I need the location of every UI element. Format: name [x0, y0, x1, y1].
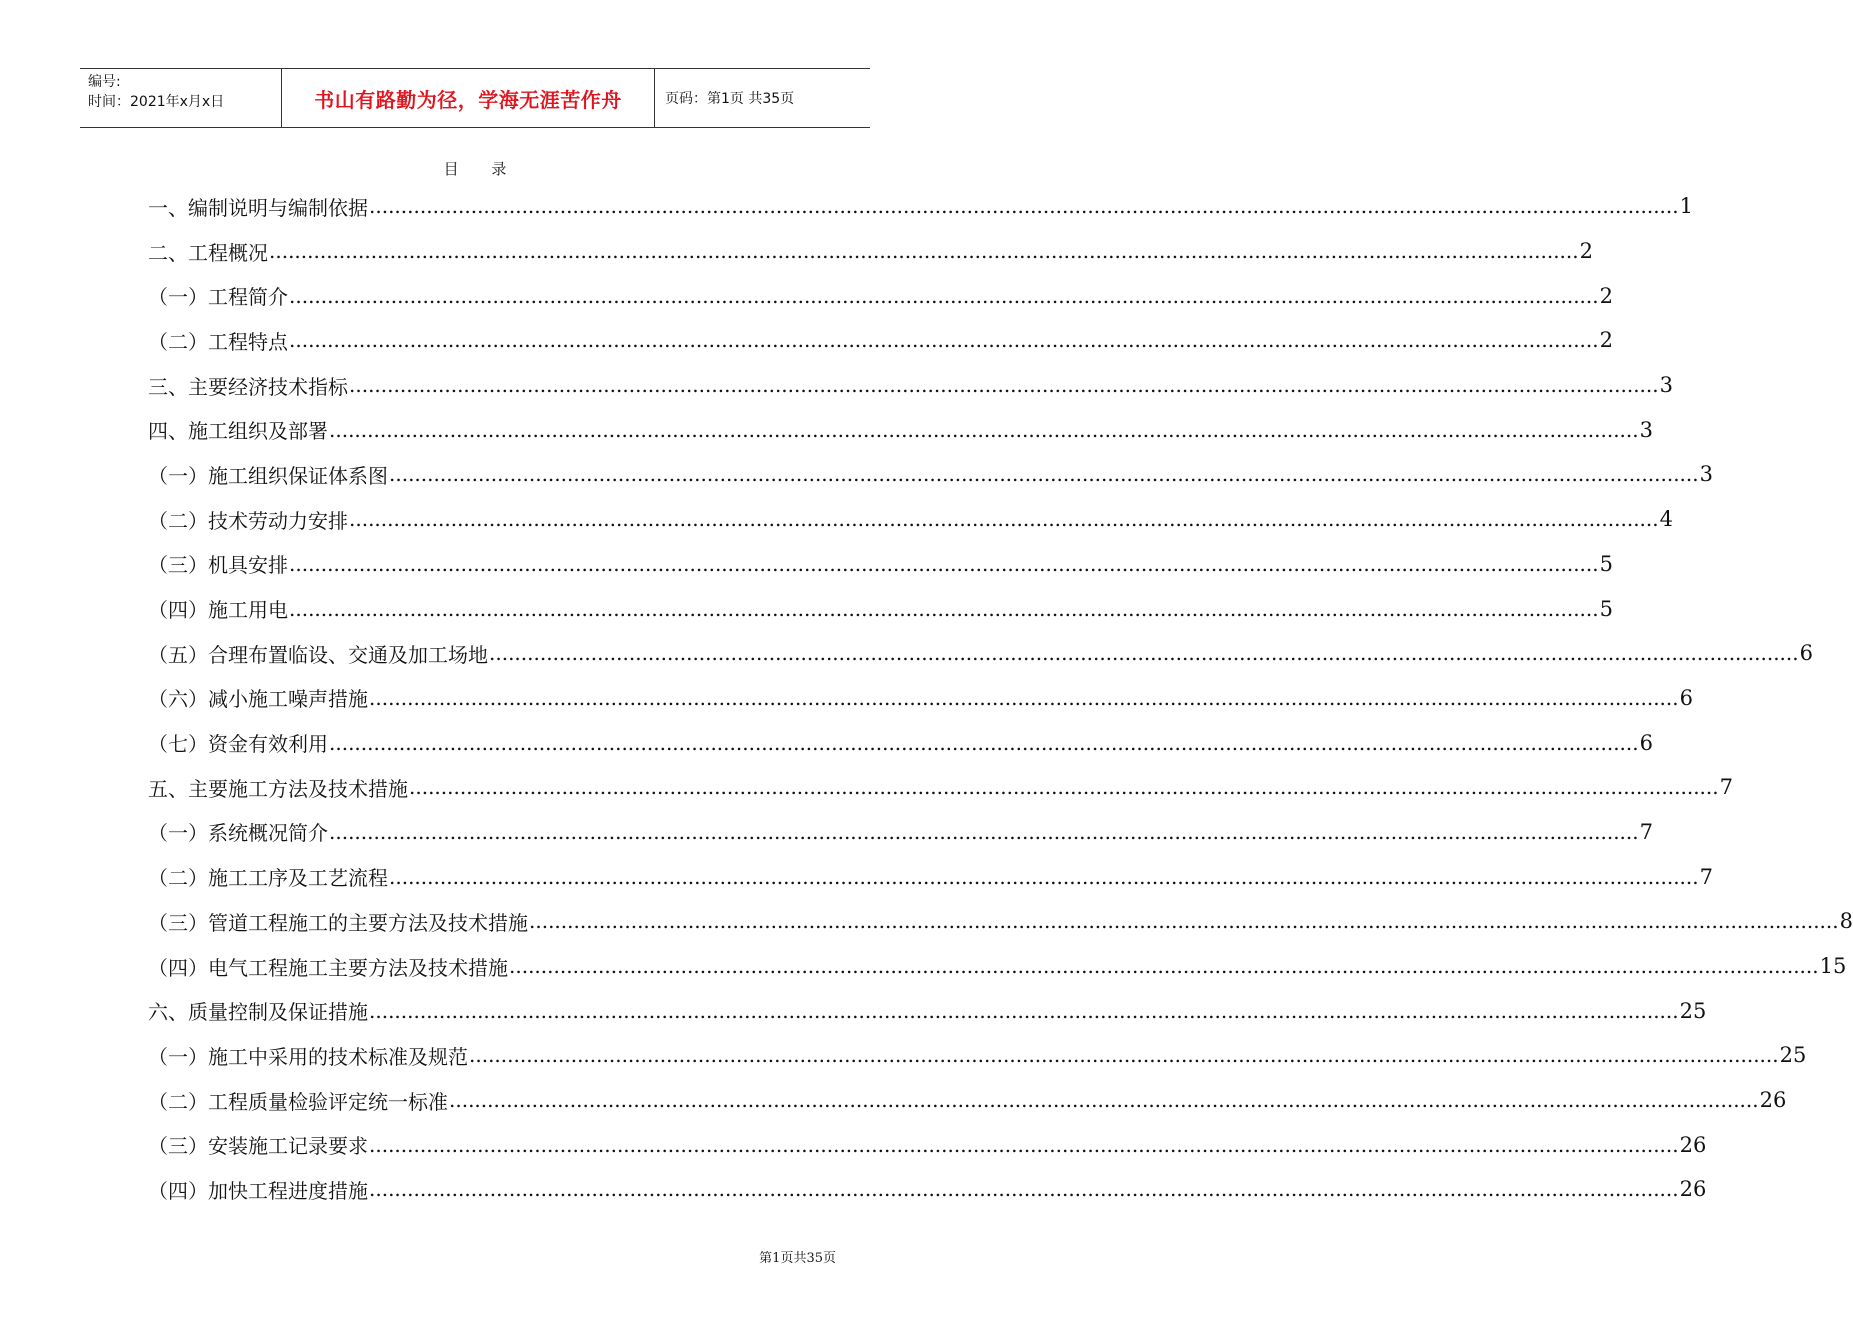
toc-entry[interactable] — [148, 363, 1674, 408]
page-header — [80, 68, 870, 128]
toc-entry-page: 8 — [1839, 909, 1853, 934]
toc-entry-label: （三）安装施工记录要求 — [148, 1134, 368, 1159]
toc-entry-page: 4 — [1659, 507, 1674, 532]
toc-entry-page: 7 — [1699, 864, 1714, 889]
toc-entry-label: （三）机具安排 — [148, 553, 288, 578]
toc-leader-dots: .............................................................................................................................................................................................................. — [369, 1132, 1679, 1157]
toc-leader-dots: .............................................................................................................................................................................................................. — [409, 775, 1719, 800]
toc-leader-dots: .............................................................................................................................................................................................................. — [369, 194, 1679, 219]
toc-entry-page: 3 — [1659, 373, 1674, 398]
toc-entry-label: 四、施工组织及部署 — [148, 419, 328, 444]
toc-leader-dots: .............................................................................................................................................................................................................. — [289, 328, 1599, 353]
toc-entry[interactable] — [148, 318, 1614, 363]
toc-leader-dots: .............................................................................................................................................................................................................. — [369, 1177, 1679, 1202]
toc-leader-dots: .............................................................................................................................................................................................................. — [349, 507, 1659, 532]
toc-leader-dots: .............................................................................................................................................................................................................. — [389, 864, 1699, 889]
toc-entry-label: （一）施工组织保证体系图 — [148, 463, 388, 488]
toc-entry-page: 7 — [1719, 775, 1734, 800]
toc-leader-dots: .............................................................................................................................................................................................................. — [329, 730, 1639, 755]
toc-entry-page: 3 — [1639, 417, 1654, 442]
toc-entry[interactable] — [148, 542, 1614, 587]
toc-entry-page: 7 — [1639, 819, 1654, 844]
toc-leader-dots: .............................................................................................................................................................................................................. — [529, 909, 1839, 934]
toc-entry-page: 3 — [1699, 462, 1714, 487]
toc-entry[interactable] — [148, 273, 1614, 318]
toc-entry-label: （六）减小施工噪声措施 — [148, 687, 368, 712]
toc-title: 目 录 — [443, 160, 521, 178]
toc-leader-dots: .............................................................................................................................................................................................................. — [329, 819, 1639, 844]
toc-entry[interactable] — [148, 676, 1694, 721]
toc-entry[interactable] — [148, 497, 1674, 542]
toc-entry[interactable] — [148, 1122, 1707, 1167]
toc-entry-label: 六、质量控制及保证措施 — [148, 1000, 368, 1025]
table-of-contents — [148, 184, 1853, 1212]
toc-entry-page: 26 — [1679, 1132, 1707, 1157]
toc-leader-dots: .............................................................................................................................................................................................................. — [369, 685, 1679, 710]
toc-entry[interactable] — [148, 452, 1714, 497]
page-footer: 第1页共35页 — [759, 1251, 836, 1266]
toc-entry[interactable] — [148, 407, 1654, 452]
toc-entry-page: 6 — [1639, 730, 1654, 755]
toc-leader-dots: .............................................................................................................................................................................................................. — [289, 551, 1599, 576]
toc-leader-dots: .............................................................................................................................................................................................................. — [329, 417, 1639, 442]
toc-entry-label: （一）施工中采用的技术标准及规范 — [148, 1044, 468, 1069]
document-time-label: 时间：2021年x月x日 — [88, 94, 225, 110]
toc-entry-page: 26 — [1679, 1177, 1707, 1202]
toc-entry[interactable] — [148, 899, 1853, 944]
toc-entry-page: 5 — [1599, 551, 1614, 576]
toc-entry-page: 2 — [1599, 283, 1614, 308]
toc-entry[interactable] — [148, 1078, 1787, 1123]
toc-entry[interactable] — [148, 1033, 1807, 1078]
toc-entry-page: 2 — [1599, 328, 1614, 353]
toc-entry-page: 25 — [1779, 1043, 1807, 1068]
toc-entry[interactable] — [148, 586, 1614, 631]
toc-entry-label: （一）系统概况简介 — [148, 821, 328, 846]
toc-entry[interactable] — [148, 184, 1694, 229]
toc-entry-label: （七）资金有效利用 — [148, 732, 328, 757]
toc-entry-label: （四）施工用电 — [148, 598, 288, 623]
toc-entry[interactable] — [148, 854, 1714, 899]
toc-entry-label: （四）加快工程进度措施 — [148, 1178, 368, 1203]
toc-entry-label: （二）工程特点 — [148, 329, 288, 354]
toc-entry-label: （三）管道工程施工的主要方法及技术措施 — [148, 910, 528, 935]
toc-leader-dots: .............................................................................................................................................................................................................. — [509, 954, 1819, 979]
toc-entry[interactable] — [148, 631, 1814, 676]
toc-leader-dots: .............................................................................................................................................................................................................. — [489, 641, 1799, 666]
toc-entry[interactable] — [148, 720, 1654, 765]
toc-entry-page: 2 — [1579, 239, 1594, 264]
toc-entry-label: 二、工程概况 — [148, 240, 268, 265]
toc-entry-page: 26 — [1759, 1088, 1787, 1113]
header-motto: 书山有路勤为径，学海无涯苦作舟 — [282, 69, 655, 127]
toc-leader-dots: .............................................................................................................................................................................................................. — [469, 1043, 1779, 1068]
toc-entry-label: 五、主要施工方法及技术措施 — [148, 776, 408, 801]
toc-entry-label: （一）工程简介 — [148, 285, 288, 310]
toc-entry[interactable] — [148, 1167, 1707, 1212]
toc-entry-page: 15 — [1819, 954, 1847, 979]
toc-leader-dots: .............................................................................................................................................................................................................. — [349, 373, 1659, 398]
toc-leader-dots: .............................................................................................................................................................................................................. — [449, 1088, 1759, 1113]
toc-leader-dots: .............................................................................................................................................................................................................. — [369, 998, 1679, 1023]
document-number-label: 编号: — [88, 74, 121, 90]
toc-entry-label: （四）电气工程施工主要方法及技术措施 — [148, 955, 508, 980]
toc-entry-page: 6 — [1799, 641, 1814, 666]
toc-entry[interactable] — [148, 810, 1654, 855]
header-page-info: 页码：第1页 共35页 — [665, 91, 795, 107]
toc-leader-dots: .............................................................................................................................................................................................................. — [389, 462, 1699, 487]
toc-entry-label: 一、编制说明与编制依据 — [148, 195, 368, 220]
toc-entry[interactable] — [148, 988, 1707, 1033]
toc-entry-page: 5 — [1599, 596, 1614, 621]
toc-entry-page: 1 — [1679, 194, 1694, 219]
toc-entry[interactable] — [148, 229, 1594, 274]
toc-entry-page: 25 — [1679, 998, 1707, 1023]
toc-entry[interactable] — [148, 765, 1734, 810]
toc-entry-label: （五）合理布置临设、交通及加工场地 — [148, 642, 488, 667]
toc-entry-label: 三、主要经济技术指标 — [148, 374, 348, 399]
toc-entry-page: 6 — [1679, 685, 1694, 710]
toc-leader-dots: .............................................................................................................................................................................................................. — [269, 239, 1579, 264]
toc-entry-label: （二）施工工序及工艺流程 — [148, 866, 388, 891]
header-meta — [80, 69, 282, 127]
toc-entry[interactable] — [148, 944, 1847, 989]
toc-entry-label: （二）技术劳动力安排 — [148, 508, 348, 533]
toc-leader-dots: .............................................................................................................................................................................................................. — [289, 596, 1599, 621]
toc-leader-dots: .............................................................................................................................................................................................................. — [289, 283, 1599, 308]
toc-entry-label: （二）工程质量检验评定统一标准 — [148, 1089, 448, 1114]
